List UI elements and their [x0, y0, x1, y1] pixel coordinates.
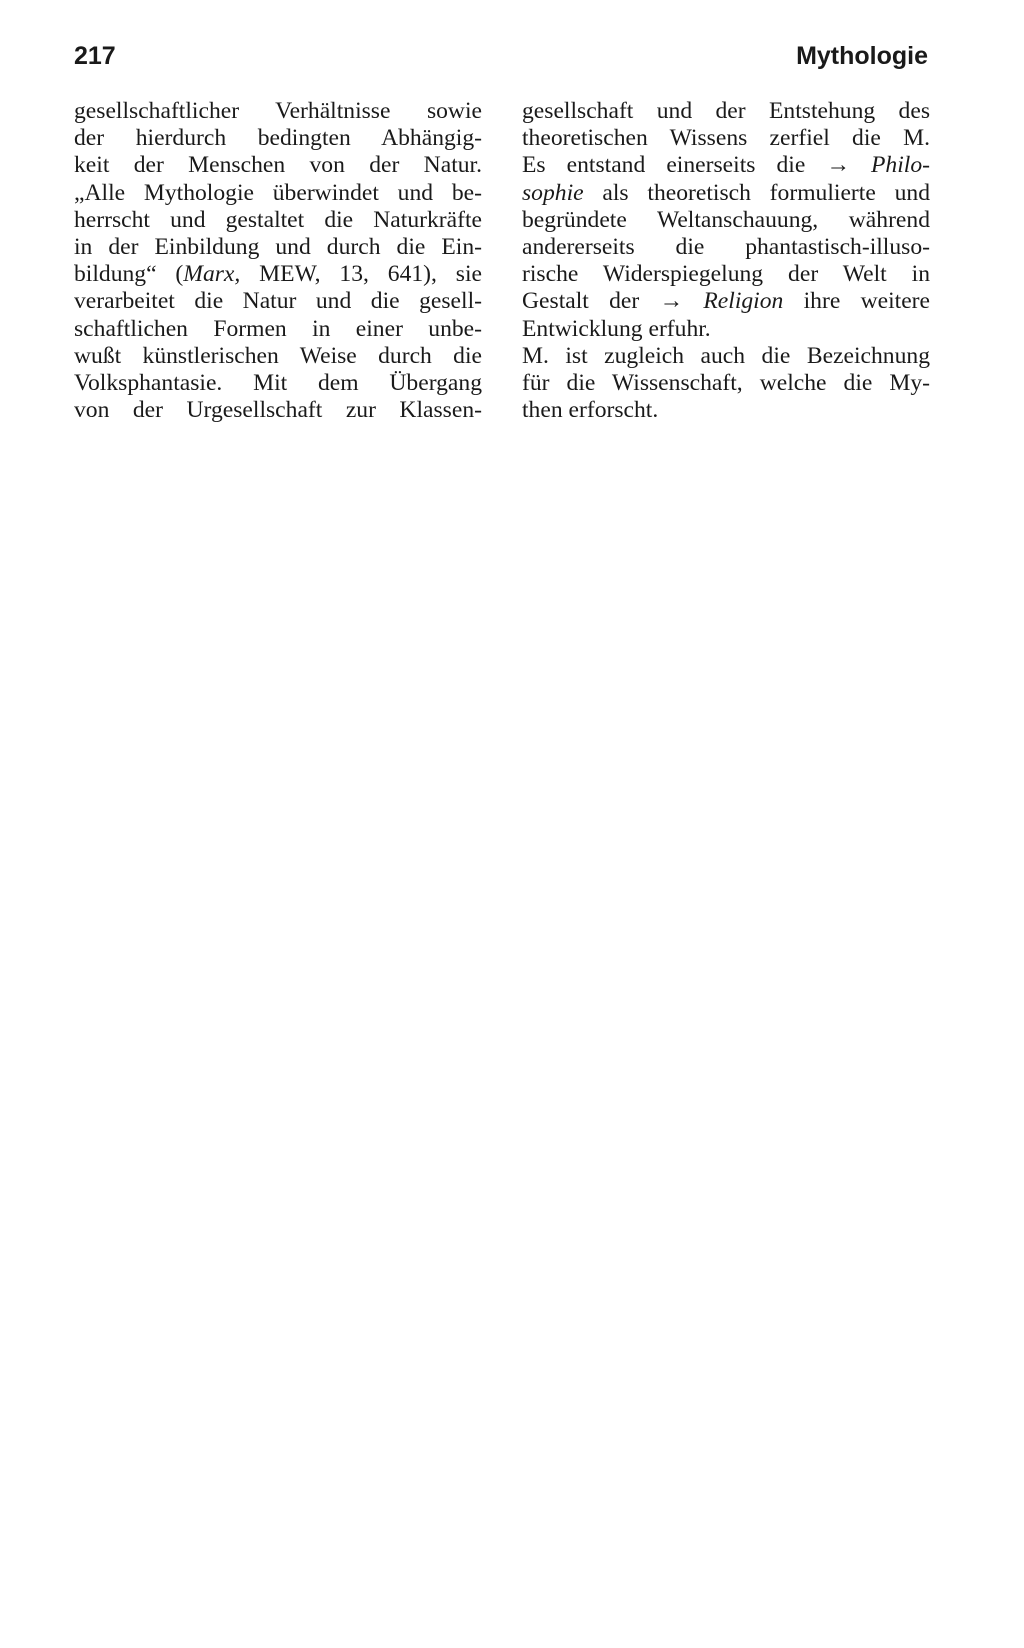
text-line: rische Widerspiegelung der Welt in: [522, 261, 930, 288]
text-fragment: Gestalt der →: [522, 288, 704, 315]
text-line: in der Einbildung und durch die Ein-: [74, 233, 482, 260]
text-line: theoretischen Wissens zerfiel die M.: [522, 125, 930, 152]
text-line: [522, 152, 930, 179]
page-number: 217: [74, 42, 116, 70]
cross-reference-philosophie: Philo-: [871, 152, 930, 179]
text-fragment: bildung“ (: [74, 261, 184, 288]
text-line: M. ist zugleich auch die Bezeichnung: [522, 342, 930, 369]
right-column: [522, 98, 930, 424]
text-line: [74, 261, 482, 288]
text-line: begründete Weltanschauung, während: [522, 206, 930, 233]
left-column: [74, 98, 482, 424]
text-line: der hierdurch bedingten Abhängig-: [74, 125, 482, 152]
text-line: Entwicklung erfuhr.: [522, 315, 711, 342]
text-line: „Alle Mythologie überwindet und be-: [74, 179, 482, 206]
text-line: Volksphantasie. Mit dem Übergang: [74, 369, 482, 396]
text-line: von der Urgesellschaft zur Klassen-: [74, 397, 482, 424]
text-line: für die Wissenschaft, welche die My-: [522, 369, 930, 396]
text-fragment: Es entstand einerseits die →: [522, 152, 872, 179]
text-line: andererseits die phantastisch-illuso-: [522, 233, 930, 260]
cross-reference-religion: Religion: [703, 288, 784, 315]
text-line: wußt künstlerischen Weise durch die: [74, 342, 482, 369]
cross-reference-philosophie-cont: sophie: [522, 179, 584, 206]
text-line: then erforscht.: [522, 397, 659, 424]
text-fragment: ihre weitere: [783, 288, 930, 315]
text-line: [522, 288, 930, 315]
text-line: verarbeitet die Natur und die gesell-: [74, 288, 482, 315]
text-line: keit der Menschen von der Natur.: [74, 152, 482, 179]
running-head: Mythologie: [796, 42, 928, 70]
citation-reference: MEW, 13, 641), sie: [240, 261, 482, 288]
text-line: schaftlichen Formen in einer unbe-: [74, 315, 482, 342]
text-fragment: als theoretisch formulierte und: [583, 179, 930, 206]
text-line: herrscht und gestaltet die Naturkräfte: [74, 206, 482, 233]
text-line: gesellschaft und der Entstehung des: [522, 98, 930, 124]
text-line: [522, 180, 930, 207]
text-line: gesellschaftlicher Verhältnisse sowie: [74, 98, 482, 124]
citation-author: Marx,: [183, 261, 241, 288]
